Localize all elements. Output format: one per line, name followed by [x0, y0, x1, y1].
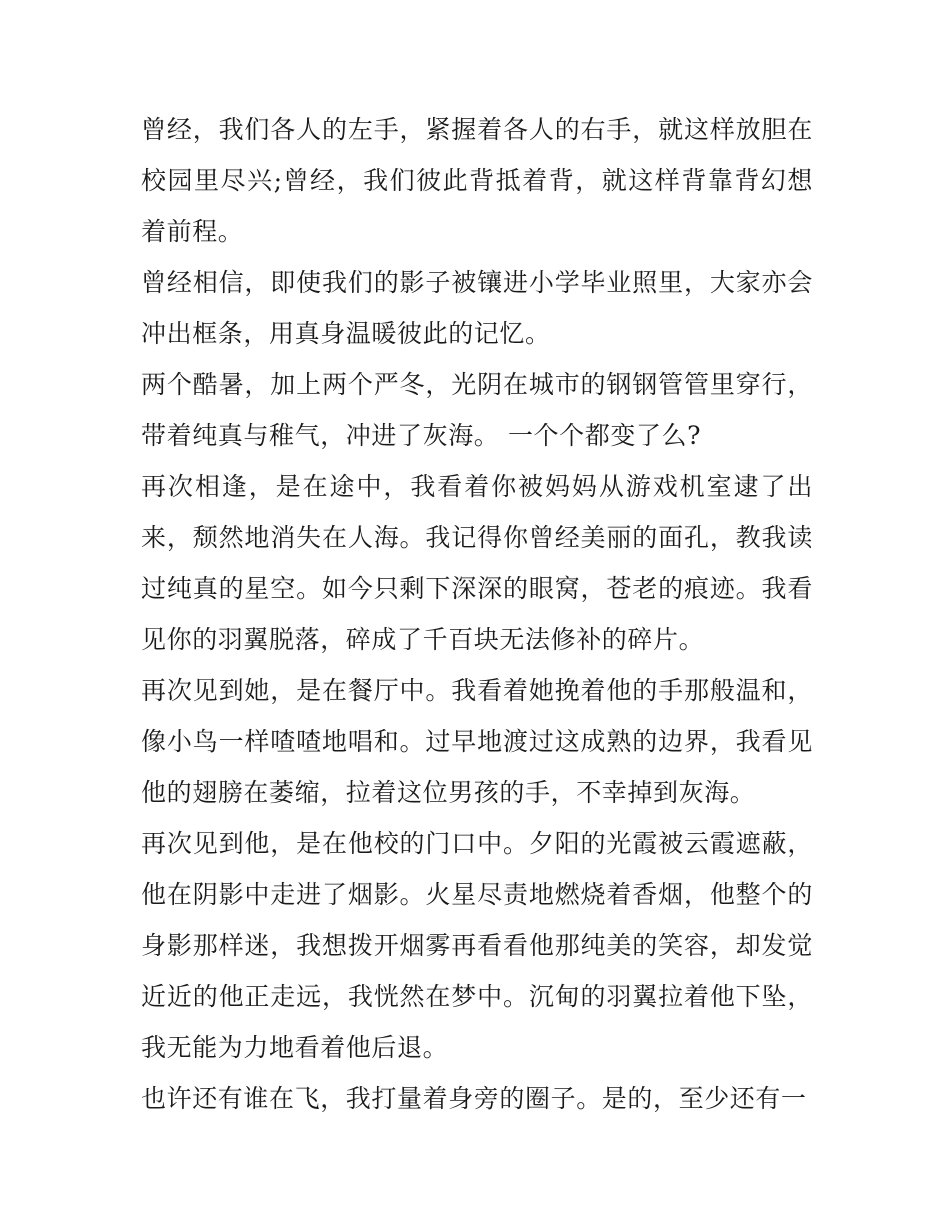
paragraph-5: 再次见到她，是在餐厅中。我看着她挽着他的手那般温和，像小鸟一样喳喳地唱和。过早地渡过这成熟的边界，我看见他的翅膀在萎缩，拉着这位男孩的手，不幸掉到灰海。 — [141, 676, 813, 807]
paragraph-6: 再次见到他，是在他校的门口中。夕阳的光霞被云霞遮蔽，他在阴影中走进了烟影。火星尽责地燃烧着香烟，他整个的身影那样迷，我想拨开烟雾再看看他那纯美的笑容，却发觉近近的他正走远，我恍然在梦中。沉甸的羽翼拉着他下坠，我无能为力地看着他后退。 — [141, 829, 813, 1062]
paragraph-3: 两个酷暑，加上两个严冬，光阴在城市的钢钢管管里穿行，带着纯真与稚气，冲进了灰海。 一个个都变了么? — [141, 370, 813, 450]
paragraph-1: 曾经，我们各人的左手，紧握着各人的右手，就这样放胆在校园里尽兴;曾经，我们彼此背抵着背，就这样背靠背幻想着前程。 — [141, 115, 813, 246]
paragraph-4: 再次相逢，是在途中，我看着你被妈妈从游戏机室逮了出来，颓然地消失在人海。我记得你曾经美丽的面孔，教我读过纯真的星空。如今只剩下深深的眼窝，苍老的痕迹。我看见你的羽翼脱落，碎成了千百块无法修补的碎片。 — [141, 472, 813, 654]
paragraph-7: 也许还有谁在飞，我打量着身旁的圈子。是的，至少还有一 — [141, 1084, 807, 1113]
article-body — [141, 104, 813, 1124]
paragraph-2: 曾经相信，即使我们的影子被镶进小学毕业照里，大家亦会冲出框条，用真身温暖彼此的记忆。 — [141, 268, 813, 348]
